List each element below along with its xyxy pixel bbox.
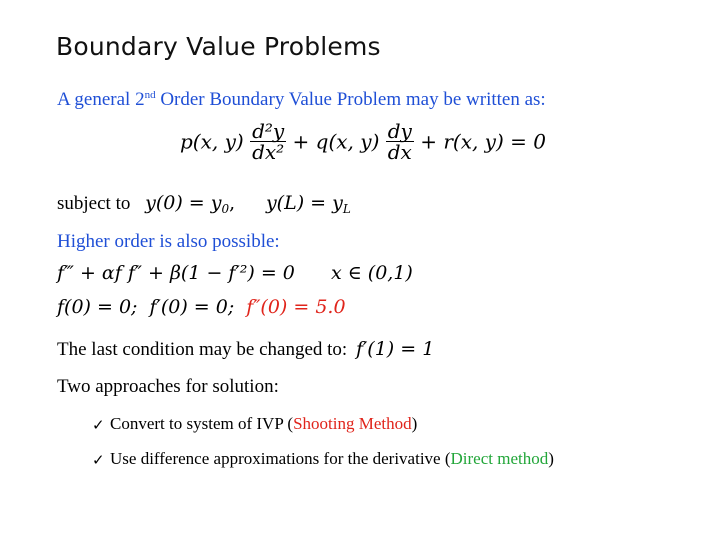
higher-order-equation [57,262,413,284]
frac1-numerator: d²y [252,119,285,143]
subject-to-line [57,192,351,216]
checkmark-icon: ✓ [92,451,105,469]
condition-fprime0: f′(0) = 0; [149,296,235,318]
last-condition-equation: f′(1) = 1 [355,338,435,360]
higher-order-label: Higher order is also possible: [57,231,280,252]
approach-item-direct: Use difference approximations for the derivative (Direct method) [110,449,554,468]
checkmark-icon: ✓ [92,416,105,434]
direct-method-label: Direct method [450,449,549,468]
first-derivative-fraction [386,121,414,162]
higher-order-lhs: f‴ + αf f″ + β(1 − f′²) = 0 [57,262,295,284]
condition-fdoubleprime0: f″(0) = 5.0 [246,296,346,318]
general-bvp-equation [180,121,546,162]
shooting-method-label: Shooting Method [293,414,412,433]
last-condition-line [57,338,434,361]
initial-conditions [57,296,346,318]
approaches-heading: Two approaches for solution: [57,376,279,397]
second-derivative-fraction [250,121,286,162]
eq-plus-2: + [413,129,444,154]
eq-term-p: p(x, y) [180,129,244,154]
boundary-condition-left: $y(0) = y_0$, [145,192,236,216]
intro-ordinal: 2 [135,89,145,110]
intro-ordinal-suffix: nd [144,89,156,101]
higher-order-domain: x ∈ (0,1) [330,262,413,284]
page-title: Boundary Value Problems [56,32,381,61]
eq-plus-1: + [286,129,316,154]
intro-suffix: Order Boundary Value Problem may be written as: [155,89,546,110]
intro-prefix: A general [57,89,136,110]
eq-term-q: q(x, y) [315,129,380,154]
condition-f0: f(0) = 0; [57,296,138,318]
boundary-condition-right: $y(L) = y_L$ [265,192,351,216]
frac1-denominator: dx² [252,140,285,164]
frac2-denominator: dx [387,140,412,164]
intro-line [57,89,546,111]
subject-to-label: subject to [57,193,131,214]
frac2-numerator: dy [387,119,412,143]
eq-term-r: r(x, y) = 0 [443,129,546,154]
approach-item-shooting: Convert to system of IVP (Shooting Method) [110,414,418,433]
last-condition-text: The last condition may be changed to: [57,339,348,360]
